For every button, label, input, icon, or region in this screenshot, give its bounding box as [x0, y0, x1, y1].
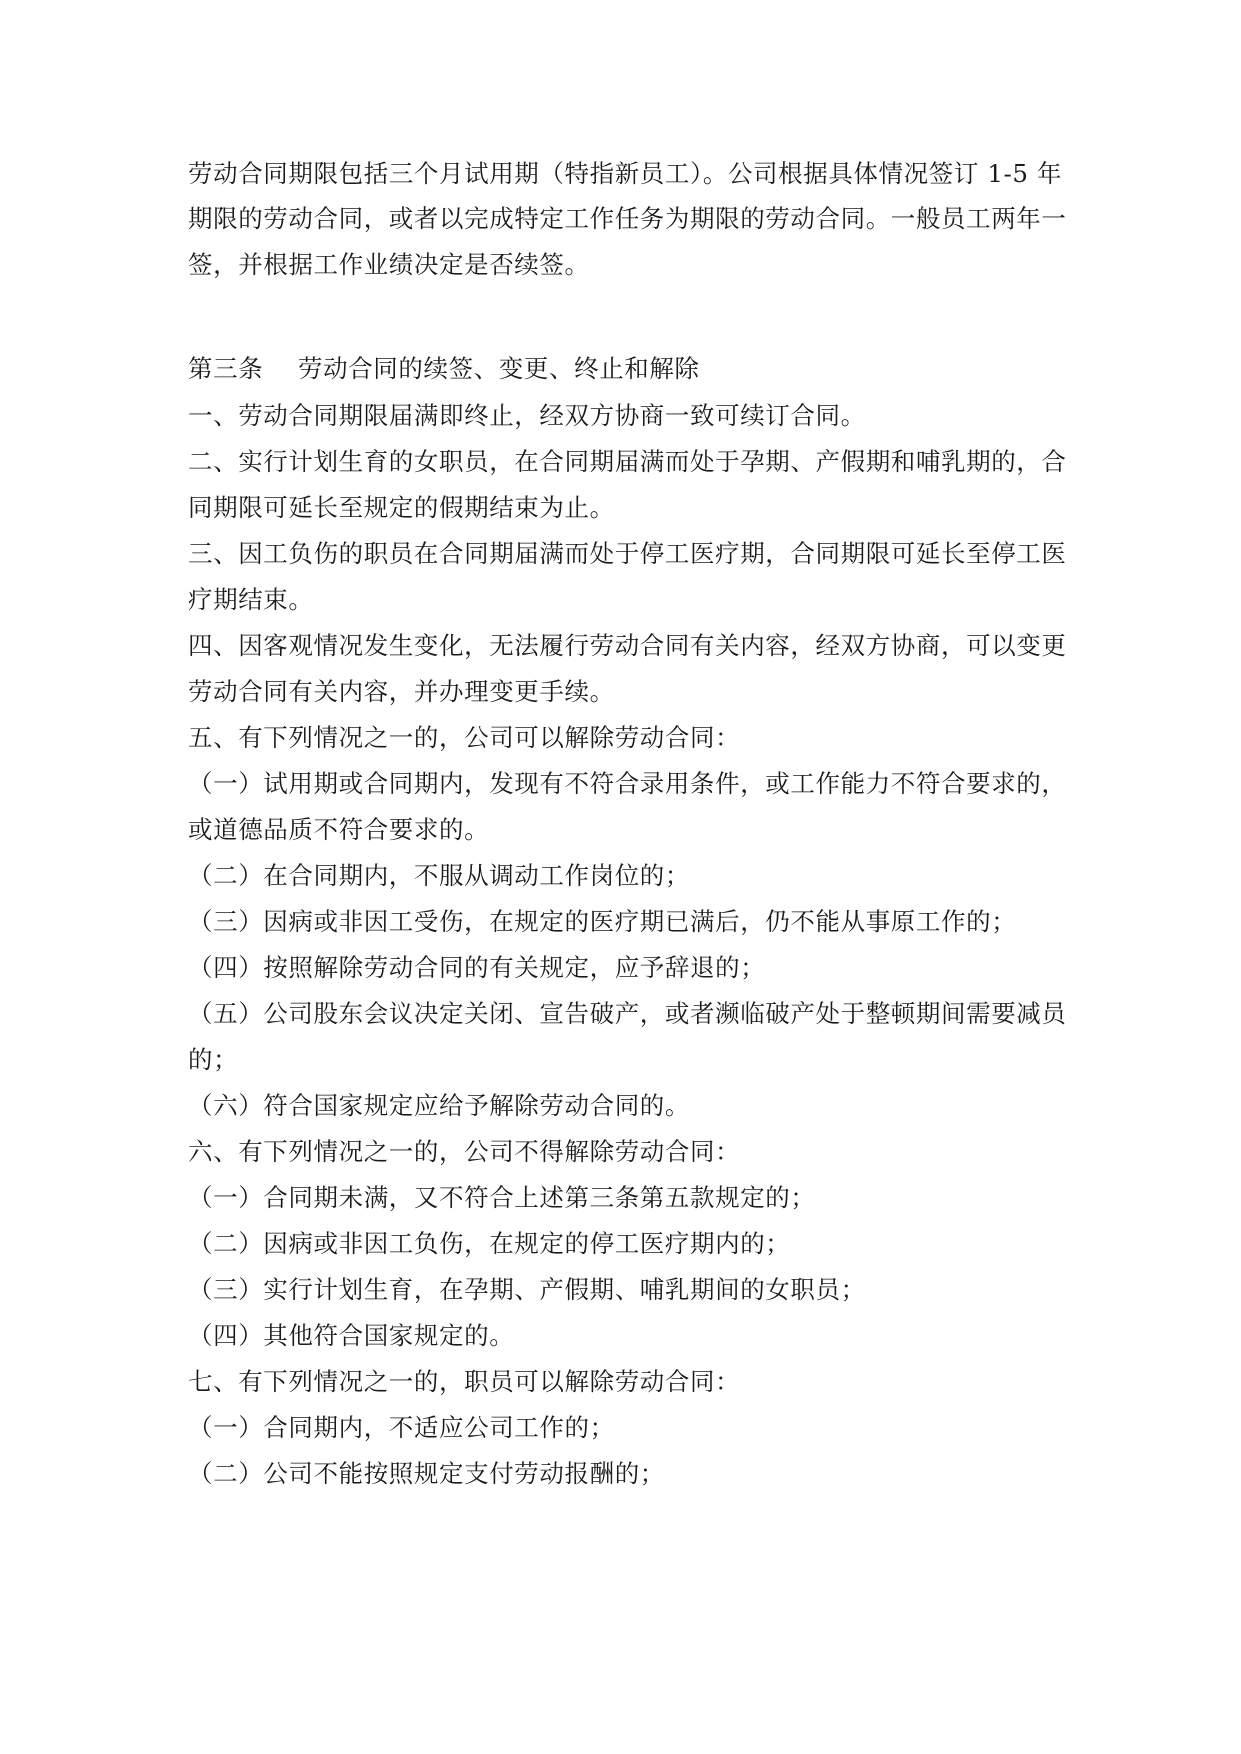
sub-list-item-continuation: 的； — [188, 1045, 239, 1074]
sub-list-item: （四）其他符合国家规定的。 — [188, 1321, 515, 1350]
sub-list-item: （二）公司不能按照规定支付劳动报酬的； — [188, 1459, 665, 1488]
sub-list-item: （一）合同期未满，又不符合上述第三条第五款规定的； — [188, 1183, 816, 1212]
paragraph-line: 签，并根据工作业绩决定是否续签。 — [188, 250, 590, 279]
list-item-continuation: 劳动合同有关内容，并办理变更手续。 — [188, 677, 615, 706]
sub-list-item: （三）实行计划生育，在孕期、产假期、哺乳期间的女职员； — [188, 1275, 866, 1304]
sub-list-item: （一）试用期或合同期内，发现有不符合录用条件，或工作能力不符合要求的， — [188, 769, 1067, 798]
paragraph-line: 期限的劳动合同，或者以完成特定工作任务为期限的劳动合同。一般员工两年一 — [188, 204, 1067, 233]
article-number: 第三条 — [188, 354, 264, 383]
sub-list-item: （二）因病或非因工负伤，在规定的停工医疗期内的； — [188, 1229, 791, 1258]
sub-list-item: （四）按照解除劳动合同的有关规定，应予辞退的； — [188, 953, 766, 982]
sub-list-item: （一）合同期内，不适应公司工作的； — [188, 1413, 615, 1442]
list-item: 一、劳动合同期限届满即终止，经双方协商一致可续订合同。 — [188, 401, 866, 430]
list-item: 五、有下列情况之一的，公司可以解除劳动合同： — [188, 723, 741, 752]
list-item: 四、因客观情况发生变化，无法履行劳动合同有关内容，经双方协商，可以变更 — [188, 631, 1067, 660]
list-item: 七、有下列情况之一的，职员可以解除劳动合同： — [188, 1367, 741, 1396]
sub-list-item: （三）因病或非因工受伤，在规定的医疗期已满后，仍不能从事原工作的； — [188, 907, 1017, 936]
list-item: 六、有下列情况之一的，公司不得解除劳动合同： — [188, 1137, 741, 1166]
list-item: 三、因工负伤的职员在合同期届满而处于停工医疗期，合同期限可延长至停工医 — [188, 539, 1067, 568]
sub-list-item-continuation: 或道德品质不符合要求的。 — [188, 815, 490, 844]
article-title: 劳动合同的续签、变更、终止和解除 — [298, 354, 700, 383]
paragraph-line: 劳动合同期限包括三个月试用期（特指新员工）。公司根据具体情况签订 1-5 年 — [188, 159, 1063, 188]
sub-list-item: （五）公司股东会议决定关闭、宣告破产，或者濒临破产处于整顿期间需要减员 — [188, 999, 1067, 1028]
list-item-continuation: 疗期结束。 — [188, 585, 314, 614]
sub-list-item: （二）在合同期内，不服从调动工作岗位的； — [188, 861, 690, 890]
sub-list-item: （六）符合国家规定应给予解除劳动合同的。 — [188, 1091, 690, 1120]
list-item-continuation: 同期限可延长至规定的假期结束为止。 — [188, 493, 615, 522]
article-heading — [188, 353, 1058, 385]
list-item: 二、实行计划生育的女职员，在合同期届满而处于孕期、产假期和哺乳期的，合 — [188, 447, 1067, 476]
